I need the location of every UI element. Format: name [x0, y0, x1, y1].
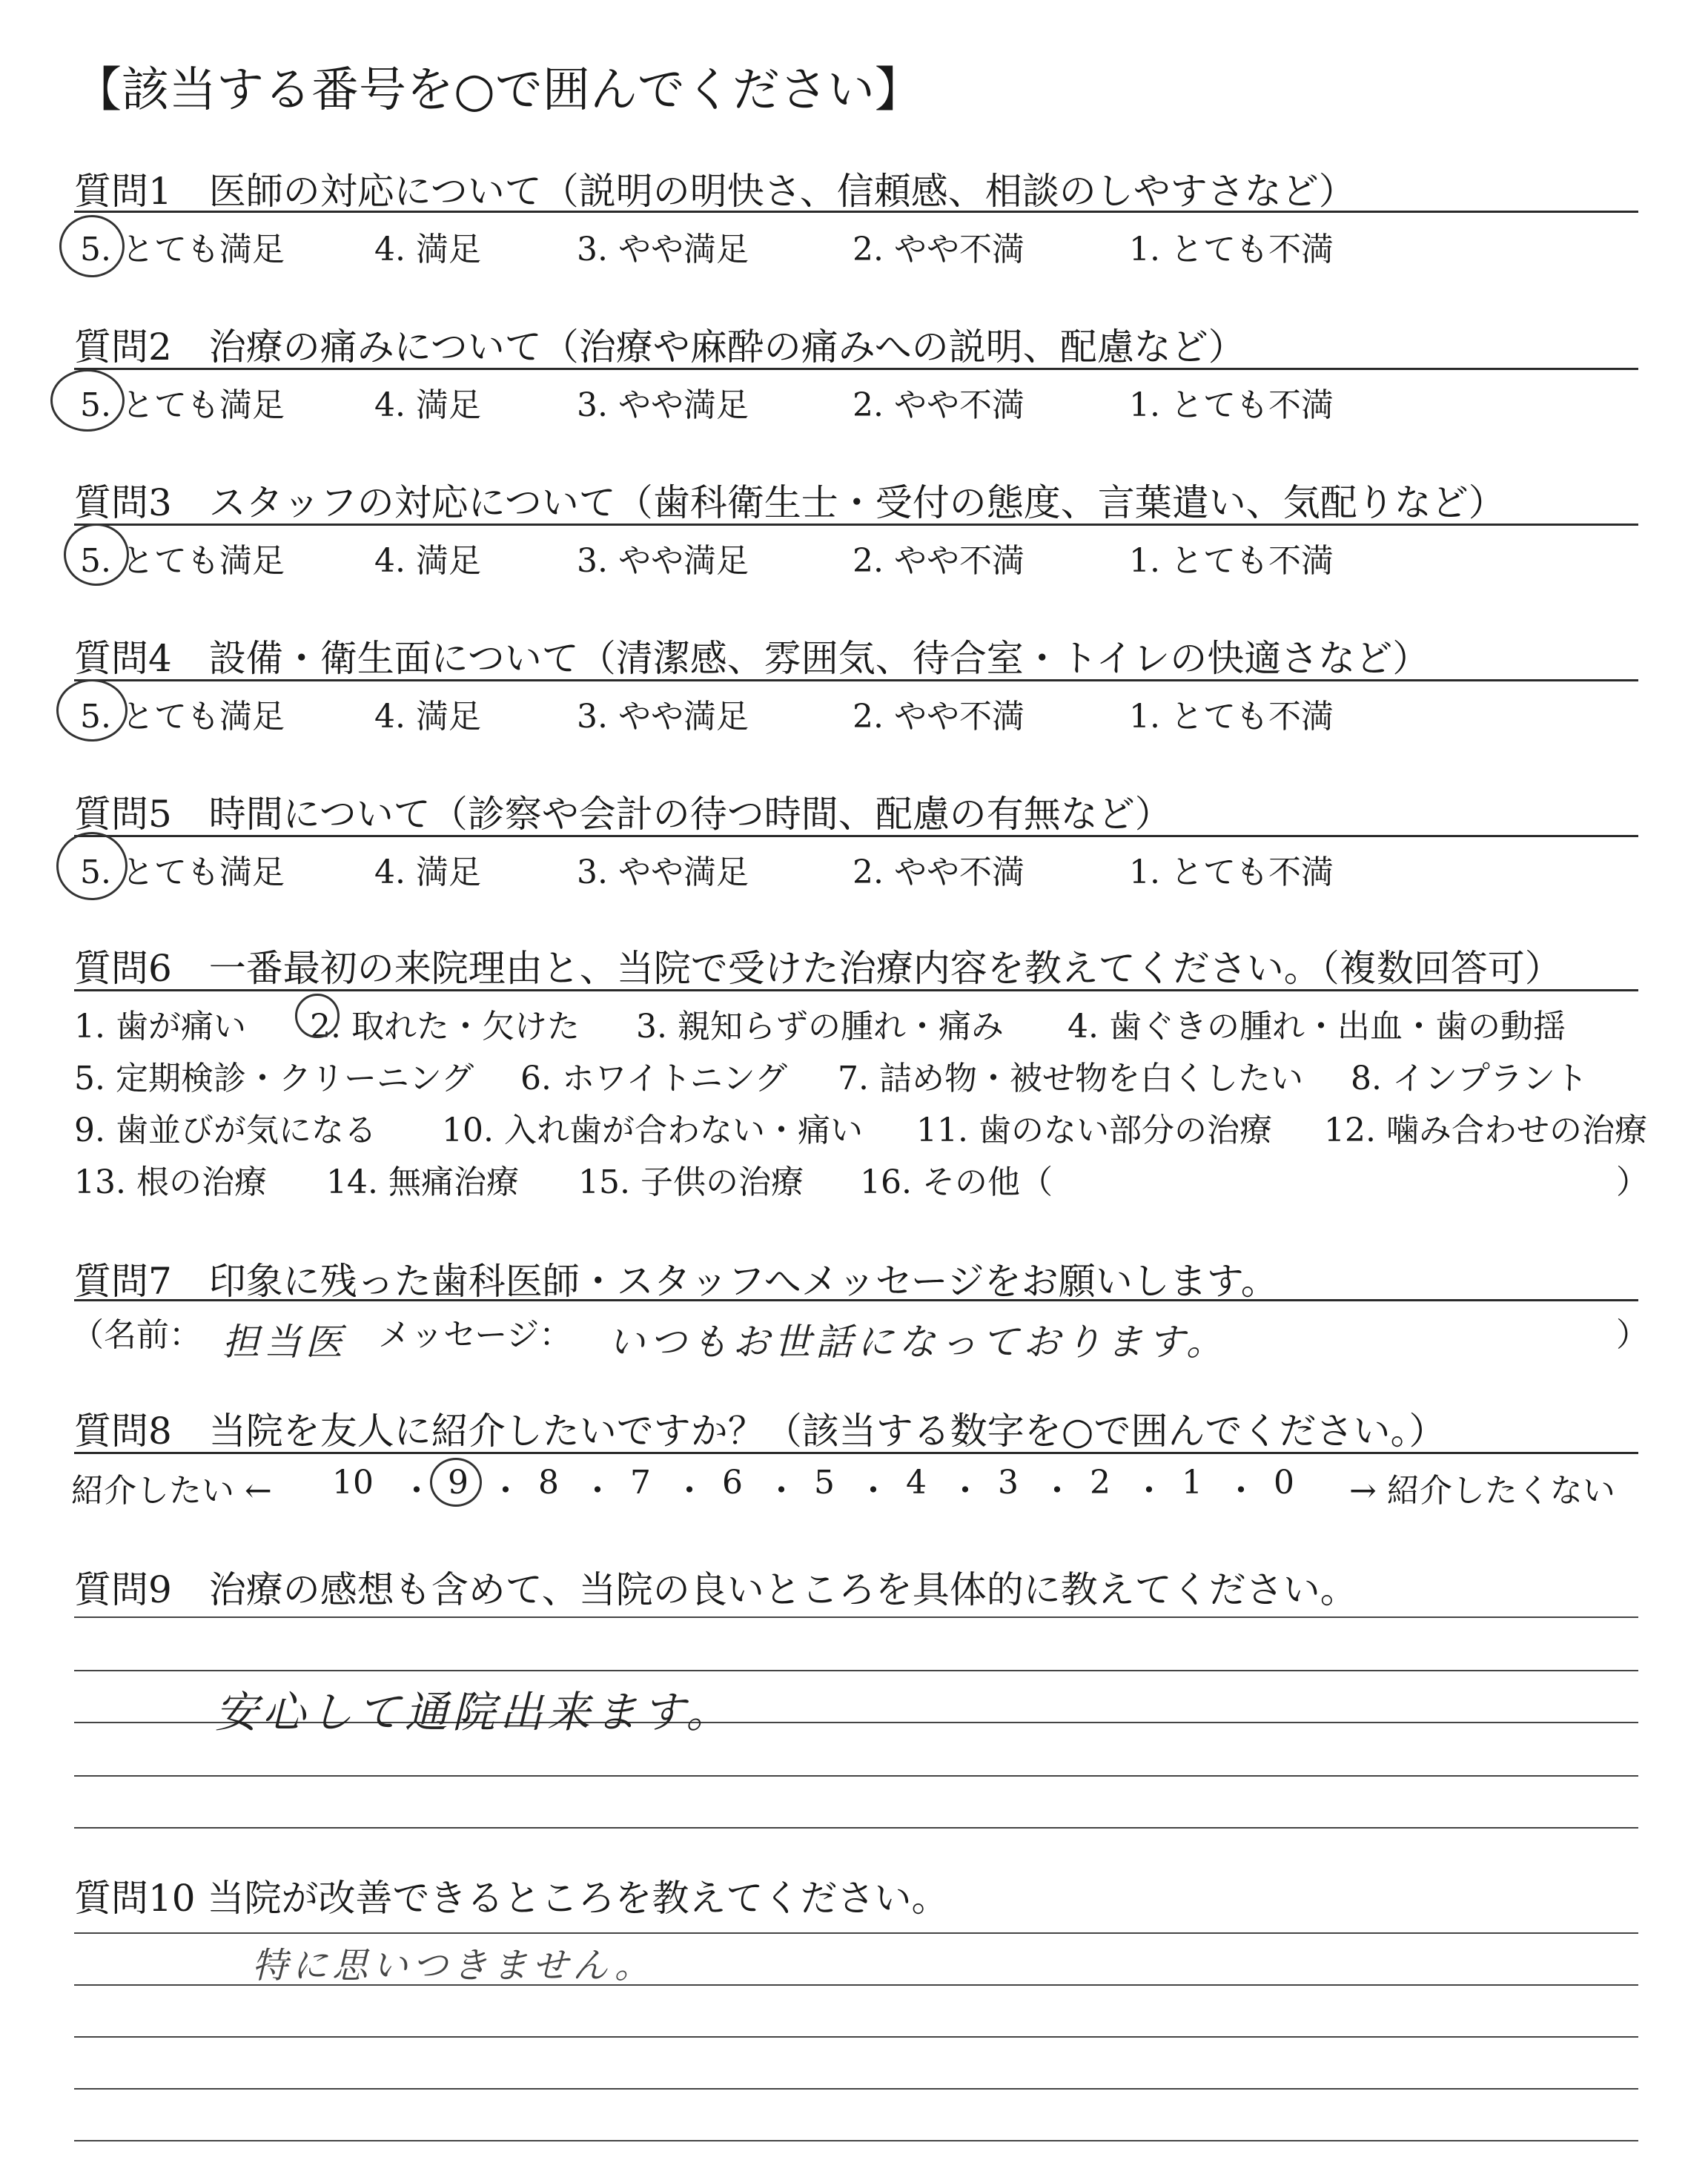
question-4-title: 質問4 設備・衛生面について（清潔感、雰囲気、待合室・トイレの快適さなど） [74, 637, 1430, 680]
question-2-rule [74, 368, 1638, 370]
q2-selection-circle [50, 369, 125, 432]
q6-option-15[interactable]: 15. 子供の治療 [578, 1163, 804, 1201]
q7-message-handwritten[interactable]: いつもお世話になっております。 [608, 1321, 1228, 1364]
q6-option-11[interactable]: 11. 歯のない部分の治療 [916, 1112, 1272, 1149]
q8-separator: ・ [857, 1472, 890, 1510]
question-3-rule [74, 524, 1638, 526]
question-3-title: 質問3 スタッフの対応について（歯科衛生士・受付の態度、言葉遣い、気配りなど） [74, 481, 1506, 524]
q8-score-6[interactable]: 6 [722, 1464, 743, 1502]
question-8-rule [74, 1452, 1638, 1454]
q7-name-label: （名前： [71, 1316, 202, 1354]
question-10-title: 質問10 当院が改善できるところを教えてください。 [74, 1877, 949, 1920]
q4-option-4[interactable]: 4. 満足 [374, 698, 481, 736]
question-6-rule [74, 989, 1638, 991]
q3-selection-circle [64, 524, 129, 586]
question-7-title: 質問7 印象に残った歯科医師・スタッフへメッセージをお願いします。 [74, 1260, 1278, 1303]
q8-separator: ・ [1225, 1472, 1257, 1510]
q6-option-4[interactable]: 4. 歯ぐきの腫れ・出血・歯の動揺 [1068, 1008, 1566, 1046]
q8-separator: ・ [673, 1472, 706, 1510]
q8-score-3[interactable]: 3 [998, 1464, 1019, 1502]
q6-option-10[interactable]: 10. 入れ歯が合わない・痛い [442, 1112, 863, 1149]
q8-separator: ・ [581, 1472, 614, 1510]
q5-selection-circle [56, 832, 128, 900]
q2-option-1[interactable]: 1. とても不満 [1129, 386, 1334, 424]
q6-option-6[interactable]: 6. ホワイトニング [520, 1060, 788, 1097]
q6-option-13[interactable]: 13. 根の治療 [74, 1163, 267, 1201]
q6-option-14[interactable]: 14. 無痛治療 [326, 1163, 519, 1201]
q8-separator: ・ [765, 1472, 798, 1510]
q1-option-3[interactable]: 3. やや満足 [577, 231, 749, 268]
q3-option-1[interactable]: 1. とても不満 [1129, 542, 1334, 580]
q2-option-3[interactable]: 3. やや満足 [577, 386, 749, 424]
question-4-rule [74, 679, 1638, 681]
q8-separator: ・ [489, 1472, 522, 1510]
q5-option-1[interactable]: 1. とても不満 [1129, 853, 1334, 891]
q1-selection-circle [59, 215, 125, 277]
q5-option-5[interactable]: 5. とても満足 [80, 853, 285, 891]
q8-selection-circle [430, 1458, 482, 1507]
question-9-title: 質問9 治療の感想も含めて、当院の良いところを具体的に教えてください。 [74, 1568, 1357, 1611]
q10-answer-handwritten[interactable]: 特に思いつきません。 [252, 1945, 655, 1986]
q6-option-7[interactable]: 7. 詰め物・被せ物を白くしたい [838, 1060, 1303, 1097]
question-2-title: 質問2 治療の痛みについて（治療や麻酔の痛みへの説明、配慮など） [74, 326, 1245, 369]
q8-score-4[interactable]: 4 [906, 1464, 927, 1502]
q8-score-7[interactable]: 7 [630, 1464, 651, 1502]
q5-option-4[interactable]: 4. 満足 [374, 853, 481, 891]
q2-option-4[interactable]: 4. 満足 [374, 386, 481, 424]
q1-option-4[interactable]: 4. 満足 [374, 231, 481, 268]
q3-option-5[interactable]: 5. とても満足 [80, 542, 285, 580]
q8-separator: ・ [1133, 1472, 1165, 1510]
q8-score-8[interactable]: 8 [538, 1464, 559, 1502]
q10-writing-line [74, 2088, 1638, 2090]
q6-other-close-paren: ） [1616, 1163, 1649, 1201]
q7-name-handwritten[interactable]: 担当医 [222, 1321, 347, 1364]
question-5-rule [74, 835, 1638, 837]
question-5-title: 質問5 時間について（診察や会計の待つ時間、配慮の有無など） [74, 793, 1172, 836]
q3-option-3[interactable]: 3. やや満足 [577, 542, 749, 580]
q8-score-5[interactable]: 5 [814, 1464, 835, 1502]
q8-score-10[interactable]: 10 [332, 1464, 374, 1502]
q8-right-label: → 紹介したくない [1349, 1472, 1615, 1510]
q10-writing-line [74, 2140, 1638, 2141]
q10-writing-line [74, 1932, 1638, 1934]
q6-option-16[interactable]: 16. その他（ [860, 1163, 1053, 1201]
q9-writing-line [74, 1670, 1638, 1671]
question-8-title: 質問8 当院を友人に紹介したいですか？（該当する数字を○で囲んでください。） [74, 1410, 1446, 1453]
q6-option-5[interactable]: 5. 定期検診・クリーニング [74, 1060, 474, 1097]
q8-left-label: 紹介したい ← [71, 1472, 272, 1510]
q9-writing-line [74, 1616, 1638, 1618]
q8-separator: ・ [400, 1472, 433, 1510]
q6-option-2[interactable]: 2. 取れた・欠けた [310, 1008, 580, 1046]
q8-score-9[interactable]: 9 [448, 1464, 469, 1502]
question-1-rule [74, 211, 1638, 213]
q5-option-2[interactable]: 2. やや不満 [853, 853, 1025, 891]
question-7-rule [74, 1299, 1638, 1301]
q8-separator: ・ [1041, 1472, 1073, 1510]
q7-message-label: メッセージ： [378, 1316, 572, 1354]
q4-option-5[interactable]: 5. とても満足 [80, 698, 285, 736]
q10-writing-line [74, 2036, 1638, 2038]
q4-option-3[interactable]: 3. やや満足 [577, 698, 749, 736]
q4-option-2[interactable]: 2. やや不満 [853, 698, 1025, 736]
q2-option-5[interactable]: 5. とても満足 [80, 386, 285, 424]
q3-option-2[interactable]: 2. やや不満 [853, 542, 1025, 580]
q6-option-3[interactable]: 3. 親知らずの腫れ・痛み [636, 1008, 1004, 1046]
q9-writing-line [74, 1827, 1638, 1829]
q8-score-2[interactable]: 2 [1090, 1464, 1110, 1502]
q5-option-3[interactable]: 3. やや満足 [577, 853, 749, 891]
q6-option-9[interactable]: 9. 歯並びが気になる [74, 1112, 377, 1149]
q6-option-8[interactable]: 8. インプラント [1351, 1060, 1588, 1097]
q6-option-12[interactable]: 12. 噛み合わせの治療 [1324, 1112, 1647, 1149]
question-6-title: 質問6 一番最初の来院理由と、当院で受けた治療内容を教えてください。（複数回答可） [74, 947, 1562, 990]
q4-option-1[interactable]: 1. とても不満 [1129, 698, 1334, 736]
question-1-title: 質問1 医師の対応について（説明の明快さ、信頼感、相談のしやすさなど） [74, 170, 1356, 213]
q1-option-2[interactable]: 2. やや不満 [853, 231, 1025, 268]
form-header: 【該当する番号を○で囲んでください】 [74, 63, 922, 118]
q6-selection-circle [295, 994, 340, 1038]
q8-score-1[interactable]: 1 [1182, 1464, 1202, 1502]
q4-selection-circle [56, 679, 128, 742]
q8-score-0[interactable]: 0 [1274, 1464, 1294, 1502]
q3-option-4[interactable]: 4. 満足 [374, 542, 481, 580]
q7-close-paren: ） [1616, 1316, 1649, 1354]
q2-option-2[interactable]: 2. やや不満 [853, 386, 1025, 424]
q9-writing-line [74, 1775, 1638, 1777]
q6-option-1[interactable]: 1. 歯が痛い [74, 1008, 246, 1046]
q9-answer-handwritten[interactable]: 安心して通院出来ます。 [215, 1687, 734, 1737]
q8-separator: ・ [949, 1472, 982, 1510]
q1-option-1[interactable]: 1. とても不満 [1129, 231, 1334, 268]
q1-option-5[interactable]: 5. とても満足 [80, 231, 285, 268]
